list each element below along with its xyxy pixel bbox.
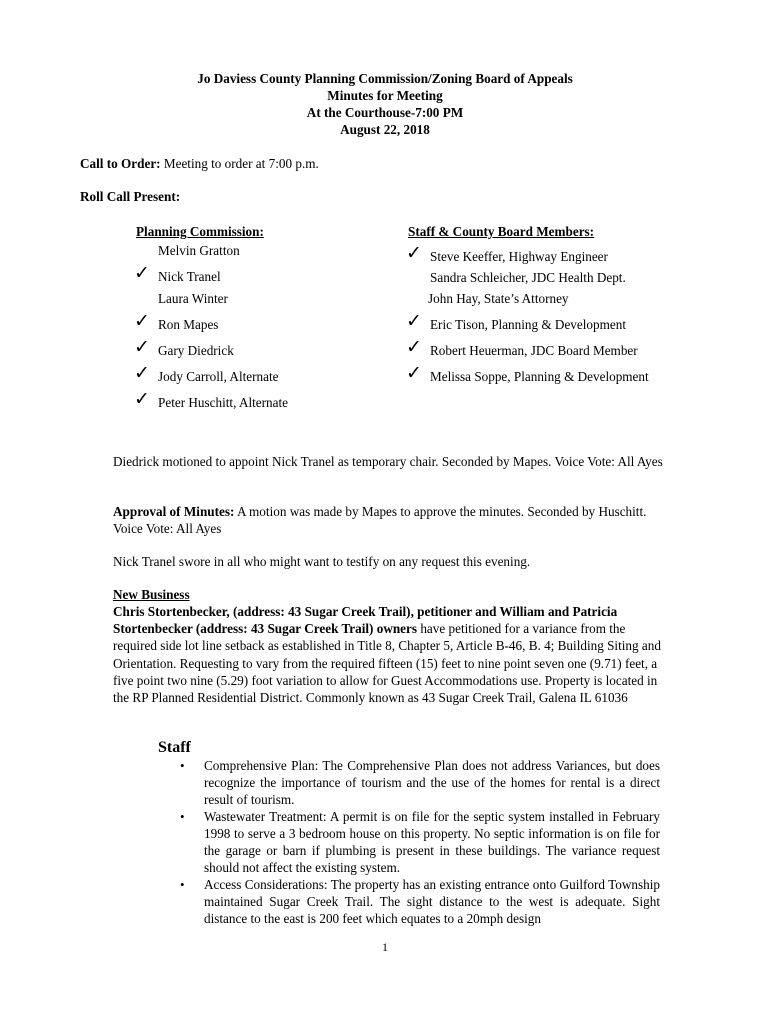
check-icon: ✓: [406, 336, 422, 358]
list-item: • Wastewater Treatment: A permit is on file for the septic system installed in February 1998 to serve a 3 bedroom house on this property. No septic information is on file for the garage or barn if plumbing is present in these buildings. The variance request should not affect the existing system.: [180, 808, 660, 876]
check-icon: ✓: [134, 262, 150, 284]
staff-heading: Staff: [158, 739, 191, 756]
doc-title-line1: Jo Daviess County Planning Commission/Zoning Board of Appeals: [197, 71, 573, 86]
temp-chair-paragraph: Diedrick motioned to appoint Nick Tranel as temporary chair. Seconded by Mapes. Voice Vote: All Ayes: [113, 454, 663, 469]
call-to-order-label: Call to Order:: [80, 156, 161, 171]
doc-title-line4: August 22, 2018: [340, 122, 430, 137]
check-icon: ✓: [406, 310, 422, 332]
member-name: John Hay, State’s Attorney: [428, 291, 569, 306]
check-icon: ✓: [406, 242, 422, 264]
check-icon: ✓: [134, 362, 150, 384]
doc-title-line3: At the Courthouse-7:00 PM: [306, 105, 464, 120]
staff-board-heading: Staff & County Board Members:: [408, 224, 595, 239]
member-name: Nick Tranel: [158, 269, 221, 284]
member-name: Sandra Schleicher, JDC Health Dept.: [430, 270, 626, 285]
list-item: • Access Considerations: The property has an existing entrance onto Guilford Township maintained Sugar Creek Trail. The sight distance to the west is adequate. Sight distance to the east is 200 feet which equates to a 20mph design: [180, 876, 660, 927]
check-icon: ✓: [134, 388, 150, 410]
petitioner-names: Chris Stortenbecker, (address: 43 Sugar Creek Trail), petitioner and William and Patricia Stortenbecker (address: 43 Sugar Creek Trail) owners: [113, 604, 618, 637]
approval-label: Approval of Minutes:: [113, 504, 235, 519]
check-icon: ✓: [406, 362, 422, 384]
member-name: Gary Diedrick: [158, 343, 234, 358]
doc-title-line2: Minutes for Meeting: [327, 88, 443, 103]
petition-text: have petitioned for a variance from the required side lot line setback as established in Title 8, Chapter 5, Article B-46, B. 4; Building Siting and Orientation. Requesting to vary from the required fifteen (15) feet to nine point seven one (9.71) feet, a five point two nine (5.29) foot variation to allow for Guest Accommodations use. Property is located in the RP Planned Residential District. Commonly known as 43 Sugar Creek Trail, Galena IL 61036: [113, 621, 661, 706]
list-item: • Comprehensive Plan: The Comprehensive Plan does not address Variances, but does recognize the importance of tourism and the use of the homes for rental is a direct result of tourism.: [180, 757, 660, 808]
member-name: Melissa Soppe, Planning & Development: [430, 369, 649, 384]
staff-bullet-list: [180, 757, 660, 927]
member-name: Robert Heuerman, JDC Board Member: [430, 343, 638, 358]
member-name: Eric Tison, Planning & Development: [430, 317, 626, 332]
call-to-order: [80, 155, 319, 172]
new-business-heading: New Business: [113, 587, 190, 602]
check-icon: ✓: [134, 310, 150, 332]
roll-call-label: Roll Call Present:: [80, 189, 181, 204]
page-number: 1: [382, 940, 388, 954]
member-name: Ron Mapes: [158, 317, 219, 332]
swore-in-paragraph: Nick Tranel swore in all who might want to testify on any request this evening.: [113, 554, 531, 569]
member-name: Steve Keeffer, Highway Engineer: [430, 249, 608, 264]
new-business-paragraph: [113, 603, 663, 706]
check-icon: ✓: [134, 336, 150, 358]
approval-paragraph: [113, 503, 663, 537]
approval-text: A motion was made by Mapes to approve the minutes. Seconded by Huschitt. Voice Vote: All Ayes: [113, 504, 647, 537]
member-name: Jody Carroll, Alternate: [158, 369, 279, 384]
call-to-order-text: Meeting to order at 7:00 p.m.: [163, 156, 319, 171]
member-name: Peter Huschitt, Alternate: [158, 395, 289, 410]
member-name: Melvin Gratton: [158, 243, 240, 258]
member-name: Laura Winter: [158, 291, 228, 306]
planning-commission-heading: Planning Commission:: [136, 224, 264, 239]
